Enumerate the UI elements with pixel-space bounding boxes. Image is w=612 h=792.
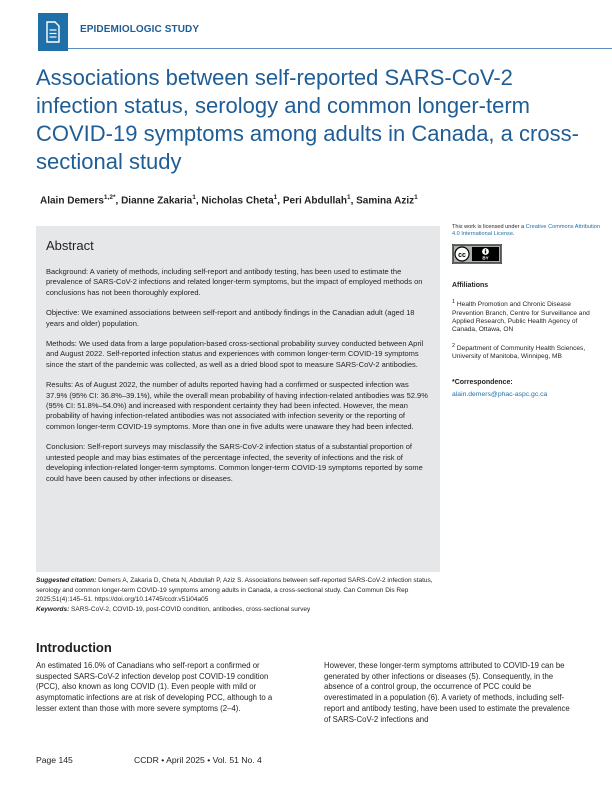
journal-info: CCDR • April 2025 • Vol. 51 No. 4 (134, 755, 262, 765)
document-icon (38, 13, 68, 51)
intro-column-right: However, these longer-term symptoms attributed to COVID-19 can be generated by other infections or diseases (5). Consequently, in the absence of a control group, the occurrence of PCC could be overestimated in a population (6). A variety of methods, including self-report and antibody testing, have been used to estimate the prevalence of SARS-CoV-2 infections and (324, 661, 570, 724)
author-name: Nicholas Cheta (201, 195, 274, 207)
header-bar (0, 0, 612, 56)
author-name: Dianne Zakaria (121, 195, 193, 207)
abstract-conclusion: Conclusion: Self-report surveys may misclassify the SARS-CoV-2 infection status of a substantial proportion of untested people and may bias estimates of the percentage infected, the severity of infections and the risk of developing infection-related longer-term symptoms. Common longer-term COVID-19 symptoms reported by some could have been caused by other infections or diseases. (46, 442, 423, 483)
abstract-heading: Abstract (46, 238, 94, 253)
page-number: Page 145 (36, 755, 73, 765)
cc-label: cc (458, 251, 466, 259)
suggested-citation: Suggested citation: Demers A, Zakaria D, Cheta N, Abdullah P, Aziz S. Associations between self-reported SARS-CoV-2 infection status, serology and common longer-term COVID-19 symptoms among adults in Canada, a cross-sectional study. Can Commun Dis Rep 2025;51(4):145–51. https://doi.org/10.14745/ccdr.v51i04a05 Keywords: SARS-CoV-2, COVID-19, post-COVID condition, antibodies, cross-sectional survey (36, 577, 433, 613)
author-name: Samina Aziz (356, 195, 415, 207)
keywords: SARS-CoV-2, COVID-19, post-COVID condition, antibodies, cross-sectional survey (71, 605, 311, 613)
article-title: Associations between self-reported SARS-CoV-2 infection status, serology and common longer-term COVID-19 symptoms among adults in Canada, a cross-sectional study (36, 65, 579, 174)
section-label: EPIDEMIOLOGIC STUDY (80, 24, 200, 35)
keywords-label: Keywords: (36, 605, 70, 613)
license-note: This work is licensed under a Creative Commons Attribution 4.0 International License. (452, 224, 600, 237)
affiliations-heading: Affiliations (452, 282, 489, 289)
header-divider (68, 48, 612, 49)
sidebar (452, 224, 602, 399)
author-name: Peri Abdullah (282, 195, 347, 207)
correspondence-heading: *Correspondence: (452, 378, 513, 386)
abstract-objective: Objective: We examined associations between self-report and antibody findings in the Canadian adult (aged 18 years and older) population. (46, 308, 415, 328)
page-footer (36, 755, 262, 765)
introduction-heading: Introduction (36, 640, 112, 655)
correspondence-email[interactable]: alain.demers@phac-aspc.gc.ca (452, 390, 548, 398)
author-name: Alain Demers (40, 195, 104, 207)
affiliation-2: $^2$ Department of Community Health Sciences, University of Manitoba, Winnipeg, MB (452, 342, 586, 361)
abstract-methods: Methods: We used data from a large population-based cross-sectional probability survey conducted between April and August 2022. Self-reported infection status and experiences with common longer-term COVID-19 symptoms since the start of the pandemic was collected, as well as a dried blood spot to measure SARS-CoV-2 antibodies. (46, 339, 424, 369)
abstract-background: Background: A variety of methods, including self-report and antibody testing, has been used to estimate the prevalence of SARS-CoV-2 infections and related longer-term symptoms, but the impact of employed methods on conclusions has not been thoroughly explored. (46, 267, 423, 297)
by-label: BY (482, 255, 489, 261)
affiliation-1: $^1$ Health Promotion and Chronic Disease Prevention Branch, Centre for Surveillance and Applied Research, Public Health Agency of Canada, Ottawa, ON (452, 299, 590, 334)
abstract-box (36, 226, 440, 572)
license-link[interactable]: Creative Commons Attribution 4.0 International License (452, 224, 600, 237)
cc-by-license-icon (452, 244, 502, 264)
abstract-results: Results: As of August 2022, the number of adults reported having had a confirmed or suspected infection was 37.9% (95% CI: 36.8%–39.1%), while the overall mean probability of having infection-related antibodies was 52.9% (95% CI: 51.8%–54.0%) and increased with respondent certainty they had been infected. However, the mean probability of having infection-related antibodies was not associated with infection severity or the reporting of common longer-term COVID-19 symptoms. More than one in five adults were unaware they had been infected. (46, 380, 428, 431)
intro-column-left: An estimated 16.0% of Canadians who self-report a confirmed or suspected SARS-CoV-2 infection develop post COVID-19 condition (PCC), also known as long COVID (1). Even people with mild or asymptomatic infections are at risk of developing PCC, although to a lesser extent than those with more severe symptoms (2–4). (36, 661, 273, 713)
author-list: Alain Demers$^{1,2*}$, Dianne Zakaria$^1$, Nicholas Cheta$^1$, Peri Abdullah$^1$, Samina Aziz$^1$ (40, 194, 418, 207)
